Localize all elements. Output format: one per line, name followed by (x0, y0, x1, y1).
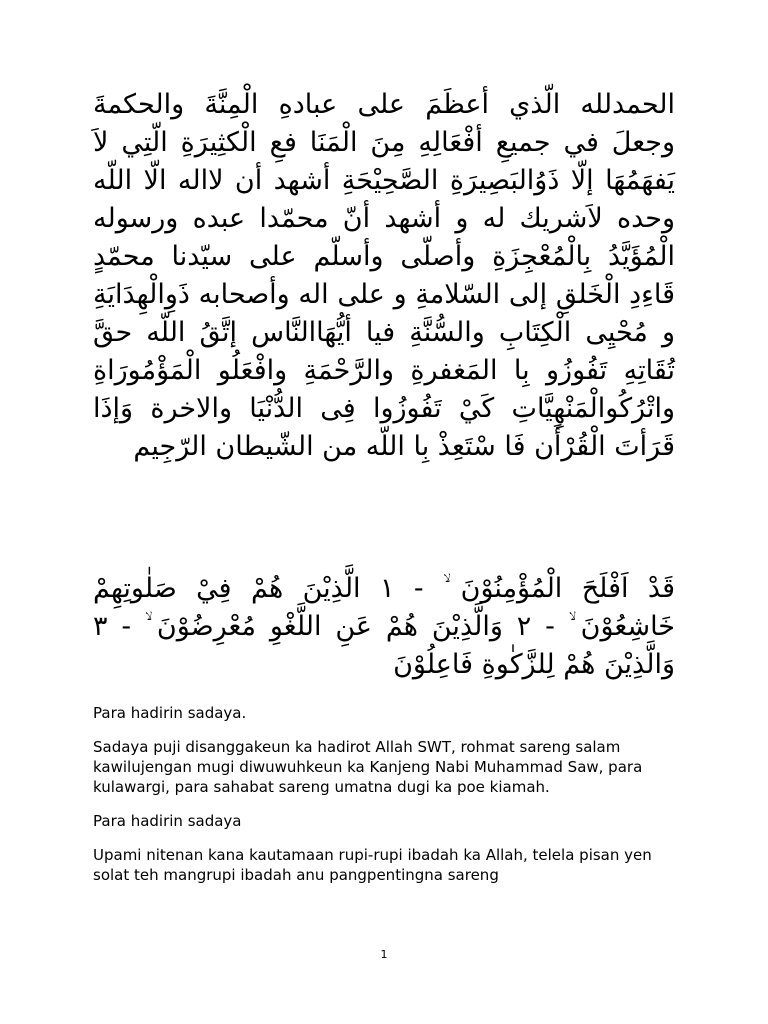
quran-verses (93, 570, 675, 684)
arabic-khutbah-opening (93, 86, 675, 466)
paragraph-prayer-intro: Upami nitenan kana kautamaan rupi-rupi ibadah ka Allah, telela pisan yen solat teh mangrupi ibadah anu pangpentingna sareng (93, 846, 652, 884)
paragraph-praise: Sadaya puji disanggakeun ka hadirot Allah SWT, rohmat sareng salam kawilujengan mugi diwuwuhkeun ka Kanjeng Nabi Muhammad Saw, para kulawargi, para sahabat sareng umatna dugi ka poe kiamah. (93, 738, 643, 796)
sundanese-text (93, 703, 683, 899)
quran-verse-text: قَدْ اَفْلَحَ الْمُؤْمِنُوْنَ ۙ - ١ الَّذِيْنَ هُمْ فِيْ صَلٰوتِهِمْ خَاشِعُوْنَ ۙ - ٢ وَالَّذِيْنَ هُمْ عَنِ اللَّغْوِ مُعْرِضُوْنَ ۙ - ٣ وَالَّذِيْنَ هُمْ لِلزَّكٰوةِ فَاعِلُوْنَ (93, 573, 675, 680)
paragraph-greeting: Para hadirin sadaya. (93, 704, 247, 722)
page-number: 1 (380, 948, 388, 961)
arabic-paragraph: الحمدلله الّذي أعظَمَ على عبادهِ الْمِنَّةَ والحكمةَ وجعلَ في جميعِ أفْعَالِهِ مِنَ الْمَنَا فعِ الْكثِيرَةِ الّتِي لاَ يَفهَمُهَا إلّا ذَوُالبَصِيرَةِ الصَّحِيْحَةِ أشهد أن لااله الّا اللّه وحده لاَشريك له و أشهد أنّ محمّدا عبده ورسوله الْمُؤَيَّدُ بِالْمُعْجِزَةِ وأصلّى وأسلّم على سيّدنا محمّدٍ قَاءِدِ الْخَلقِ إلى السّلامةِ و على اله وأصحابه ذَوِالْهِدَايَةِ و مُحْيِى الْكِتَابِ والسُّنَّةِ فيا أيُّهَاالنَّاس إتَّقُ اللّه حقَّ تُقَاتِهِ تَفُوزُو بِا المَغفرةِ والرَّحْمَةِ وافْعَلُو الْمَؤْمُورَاةِ واتْرُكُوالْمَنْهِيَّاتِ كَيْ تَفُوزُوا فِى الدُّنْيَا والاخرة وَإذَا قَرَأتَ الْقُرْأَن فَا سْتَعِذْ بِا اللّه من الشّيطان الرّجِيم (93, 89, 675, 462)
paragraph-greeting-2: Para hadirin sadaya (93, 812, 242, 830)
